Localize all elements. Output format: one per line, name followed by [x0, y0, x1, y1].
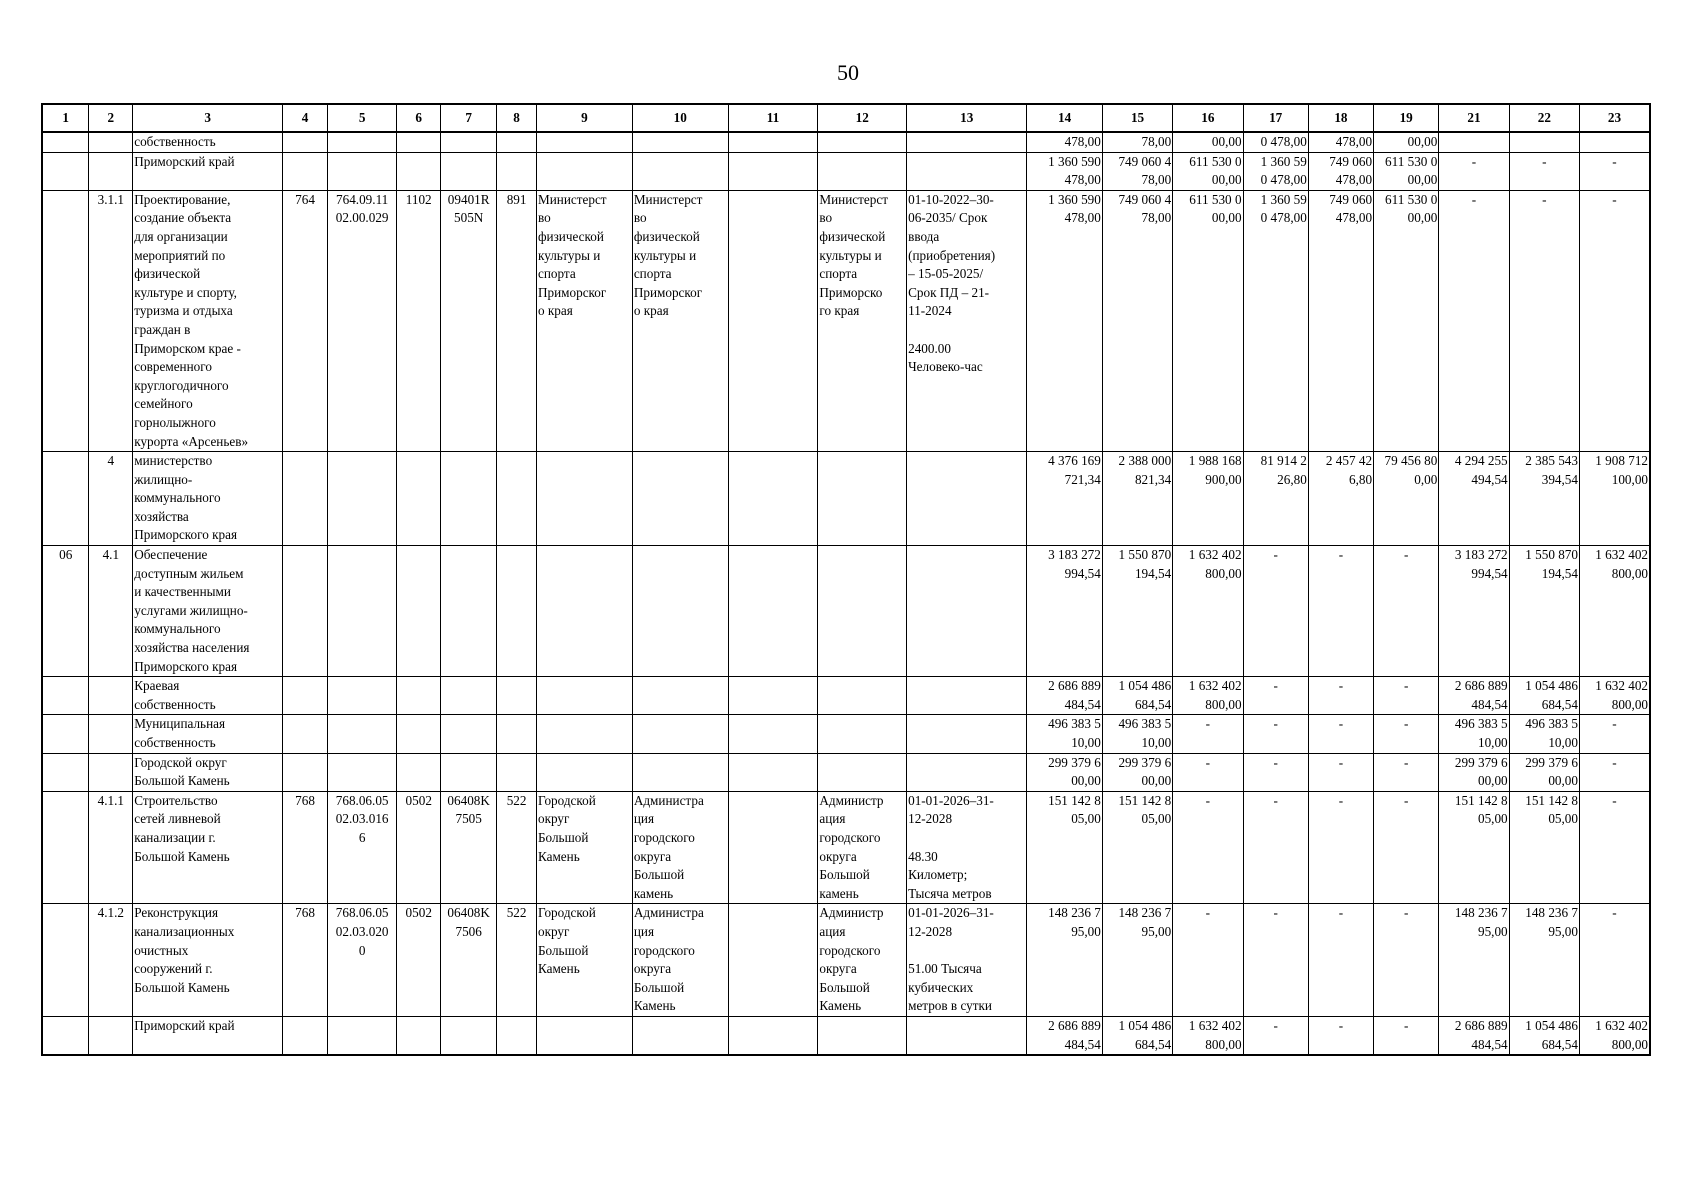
- table-cell: -: [1308, 715, 1373, 753]
- table-cell: [632, 452, 728, 546]
- table-row: [42, 152, 1650, 190]
- table-cell: [497, 152, 537, 190]
- table-cell: -: [1439, 152, 1509, 190]
- column-header: 9: [536, 104, 632, 132]
- table-cell: [397, 753, 441, 791]
- table-cell: [441, 677, 497, 715]
- table-cell: -: [1439, 190, 1509, 451]
- table-cell: 611 530 0 00,00: [1173, 152, 1243, 190]
- table-cell: 1102: [397, 190, 441, 451]
- table-cell: -: [1243, 715, 1308, 753]
- table-row: [42, 452, 1650, 546]
- table-cell: [327, 132, 396, 152]
- table-cell: 148 236 7 95,00: [1509, 904, 1579, 1017]
- column-header: 15: [1102, 104, 1172, 132]
- table-cell: [907, 452, 1027, 546]
- table-cell: 01-01-2026–31- 12-2028 51.00 Тысяча кубических метров в сутки: [907, 904, 1027, 1017]
- table-cell: Городской округ Большой Камень: [133, 753, 283, 791]
- table-cell: собственность: [133, 132, 283, 152]
- table-cell: [497, 753, 537, 791]
- table-cell: 151 142 8 05,00: [1027, 791, 1102, 904]
- column-header: 6: [397, 104, 441, 132]
- table-row: [42, 1016, 1650, 1055]
- table-cell: -: [1374, 753, 1439, 791]
- table-cell: 1 054 486 684,54: [1509, 677, 1579, 715]
- table-cell: -: [1243, 1016, 1308, 1055]
- table-cell: 2 388 000 821,34: [1102, 452, 1172, 546]
- table-cell: [1509, 132, 1579, 152]
- table-cell: Администр ация городского округа Большой Камень: [818, 904, 907, 1017]
- table-cell: -: [1579, 152, 1650, 190]
- table-cell: 2 686 889 484,54: [1027, 1016, 1102, 1055]
- table-cell: 891: [497, 190, 537, 451]
- table-cell: [42, 715, 89, 753]
- table-cell: Проектирование, создание объекта для организации мероприятий по физической культуре и спорту, туризма и отдыха граждан в Приморском крае - современного круглогодичного семейного горнолыжного курорта «Арсеньев»: [133, 190, 283, 451]
- table-cell: 151 142 8 05,00: [1509, 791, 1579, 904]
- table-cell: [728, 546, 818, 677]
- table-cell: -: [1579, 190, 1650, 451]
- table-cell: [497, 132, 537, 152]
- table-cell: [89, 677, 133, 715]
- table-cell: [818, 152, 907, 190]
- table-cell: [728, 791, 818, 904]
- table-cell: [89, 132, 133, 152]
- table-cell: Городской округ Большой Камень: [536, 791, 632, 904]
- table-cell: [397, 152, 441, 190]
- table-cell: [42, 152, 89, 190]
- table-cell: 299 379 6 00,00: [1102, 753, 1172, 791]
- table-cell: [327, 715, 396, 753]
- table-cell: [42, 132, 89, 152]
- table-cell: 148 236 7 95,00: [1439, 904, 1509, 1017]
- table-row: [42, 132, 1650, 152]
- table-cell: [536, 152, 632, 190]
- table-cell: [907, 715, 1027, 753]
- table-cell: 764.09.11 02.00.029: [327, 190, 396, 451]
- table-cell: -: [1173, 715, 1243, 753]
- table-cell: -: [1579, 904, 1650, 1017]
- column-header: 2: [89, 104, 133, 132]
- table-cell: 749 060 4 78,00: [1102, 190, 1172, 451]
- table-cell: 1 054 486 684,54: [1509, 1016, 1579, 1055]
- table-cell: -: [1308, 904, 1373, 1017]
- table-cell: -: [1374, 546, 1439, 677]
- table-cell: 522: [497, 791, 537, 904]
- table-cell: [536, 677, 632, 715]
- column-header: 23: [1579, 104, 1650, 132]
- table-cell: 81 914 2 26,80: [1243, 452, 1308, 546]
- table-cell: -: [1173, 753, 1243, 791]
- column-header: 12: [818, 104, 907, 132]
- table-cell: [283, 677, 328, 715]
- table-cell: [728, 452, 818, 546]
- table-cell: [818, 132, 907, 152]
- column-header: 8: [497, 104, 537, 132]
- table-cell: -: [1374, 1016, 1439, 1055]
- table-cell: 06408K 7506: [441, 904, 497, 1017]
- table-cell: [632, 152, 728, 190]
- table-cell: 2 385 543 394,54: [1509, 452, 1579, 546]
- table-cell: [283, 152, 328, 190]
- table-cell: -: [1243, 791, 1308, 904]
- column-header: 21: [1439, 104, 1509, 132]
- table-cell: Администра ция городского округа Большой Камень: [632, 904, 728, 1017]
- table-cell: Обеспечение доступным жильем и качественными услугами жилищно- коммунального хозяйства населения Приморского края: [133, 546, 283, 677]
- table-cell: [536, 132, 632, 152]
- column-header: 13: [907, 104, 1027, 132]
- page-number: 50: [837, 60, 859, 85]
- table-cell: 1 988 168 900,00: [1173, 452, 1243, 546]
- table-cell: Министерст во физической культуры и спорта Приморског о края: [536, 190, 632, 451]
- table-cell: -: [1374, 677, 1439, 715]
- table-cell: [42, 753, 89, 791]
- table-cell: [536, 715, 632, 753]
- table-cell: 151 142 8 05,00: [1439, 791, 1509, 904]
- table-cell: [728, 190, 818, 451]
- table-cell: 749 060 478,00: [1308, 190, 1373, 451]
- table-cell: [632, 677, 728, 715]
- table-cell: [728, 1016, 818, 1055]
- table-cell: [728, 715, 818, 753]
- table-cell: [89, 152, 133, 190]
- table-cell: 299 379 6 00,00: [1027, 753, 1102, 791]
- table-cell: [907, 677, 1027, 715]
- table-cell: [818, 1016, 907, 1055]
- column-header: 10: [632, 104, 728, 132]
- table-cell: 148 236 7 95,00: [1027, 904, 1102, 1017]
- table-cell: [907, 1016, 1027, 1055]
- table-cell: [497, 677, 537, 715]
- table-cell: [907, 546, 1027, 677]
- table-cell: [441, 546, 497, 677]
- table-cell: [632, 753, 728, 791]
- table-cell: 1 632 402 800,00: [1579, 546, 1650, 677]
- table-cell: 0 478,00: [1243, 132, 1308, 152]
- table-cell: [441, 715, 497, 753]
- table-cell: 01-10-2022–30- 06-2035/ Срок ввода (приобретения) – 15-05-2025/ Срок ПД – 21- 11-2024 2400.00 Человеко-час: [907, 190, 1027, 451]
- column-header: 1: [42, 104, 89, 132]
- table-cell: [1439, 132, 1509, 152]
- table-cell: -: [1509, 190, 1579, 451]
- table-cell: 1 054 486 684,54: [1102, 1016, 1172, 1055]
- column-header: 19: [1374, 104, 1439, 132]
- table-cell: [632, 1016, 728, 1055]
- table-cell: [441, 132, 497, 152]
- table-cell: 299 379 6 00,00: [1439, 753, 1509, 791]
- table-cell: [728, 132, 818, 152]
- column-header: 18: [1308, 104, 1373, 132]
- table-cell: Администра ция городского округа Большой камень: [632, 791, 728, 904]
- table-cell: -: [1308, 546, 1373, 677]
- table-cell: [497, 715, 537, 753]
- table-cell: Приморский край: [133, 152, 283, 190]
- column-header: 4: [283, 104, 328, 132]
- table-cell: -: [1374, 791, 1439, 904]
- table-cell: [283, 452, 328, 546]
- table-cell: [327, 677, 396, 715]
- table-cell: 4.1.1: [89, 791, 133, 904]
- table-cell: 768: [283, 791, 328, 904]
- table-cell: -: [1243, 677, 1308, 715]
- table-cell: [327, 753, 396, 791]
- table-row: [42, 715, 1650, 753]
- table-cell: [42, 791, 89, 904]
- table-cell: 148 236 7 95,00: [1102, 904, 1172, 1017]
- table-cell: 78,00: [1102, 132, 1172, 152]
- table-cell: 0502: [397, 904, 441, 1017]
- table-cell: [907, 132, 1027, 152]
- table-cell: [441, 152, 497, 190]
- table-cell: 299 379 6 00,00: [1509, 753, 1579, 791]
- table-cell: 0502: [397, 791, 441, 904]
- table-cell: -: [1173, 791, 1243, 904]
- table-cell: [89, 753, 133, 791]
- table-cell: 4 294 255 494,54: [1439, 452, 1509, 546]
- table-cell: [397, 546, 441, 677]
- table-cell: [818, 546, 907, 677]
- table-cell: [818, 677, 907, 715]
- table-cell: 768.06.05 02.03.016 6: [327, 791, 396, 904]
- table-cell: министерство жилищно- коммунального хозяйства Приморского края: [133, 452, 283, 546]
- table-cell: -: [1308, 791, 1373, 904]
- table-cell: [327, 452, 396, 546]
- column-header: 5: [327, 104, 396, 132]
- table-cell: [441, 1016, 497, 1055]
- table-cell: 09401R 505N: [441, 190, 497, 451]
- table-cell: [89, 1016, 133, 1055]
- table-cell: [327, 152, 396, 190]
- table-cell: [283, 132, 328, 152]
- table-row: [42, 904, 1650, 1017]
- table-cell: [497, 452, 537, 546]
- table-cell: Муниципальная собственность: [133, 715, 283, 753]
- table-cell: [397, 715, 441, 753]
- table-cell: 79 456 80 0,00: [1374, 452, 1439, 546]
- table-cell: [283, 546, 328, 677]
- table-cell: -: [1579, 753, 1650, 791]
- table-cell: [42, 452, 89, 546]
- table-cell: 1 360 590 478,00: [1027, 152, 1102, 190]
- table-cell: 00,00: [1173, 132, 1243, 152]
- table-cell: [632, 546, 728, 677]
- table-cell: [536, 546, 632, 677]
- table-cell: -: [1579, 715, 1650, 753]
- table-cell: [632, 132, 728, 152]
- table-cell: 4.1.2: [89, 904, 133, 1017]
- table-cell: [397, 677, 441, 715]
- column-header: 14: [1027, 104, 1102, 132]
- table-cell: [728, 904, 818, 1017]
- table-cell: 749 060 4 78,00: [1102, 152, 1172, 190]
- table-cell: 1 360 59 0 478,00: [1243, 190, 1308, 451]
- table-cell: 06408K 7505: [441, 791, 497, 904]
- table-cell: [283, 753, 328, 791]
- column-header: 16: [1173, 104, 1243, 132]
- table-cell: [728, 753, 818, 791]
- table-cell: [728, 677, 818, 715]
- table-cell: 1 632 402 800,00: [1173, 677, 1243, 715]
- table-cell: 3 183 272 994,54: [1439, 546, 1509, 677]
- table-cell: [42, 1016, 89, 1055]
- table-cell: [327, 1016, 396, 1055]
- column-header: 11: [728, 104, 818, 132]
- table-cell: [42, 904, 89, 1017]
- table-cell: 00,00: [1374, 132, 1439, 152]
- table-cell: [283, 715, 328, 753]
- table-cell: 2 686 889 484,54: [1439, 677, 1509, 715]
- table-cell: [397, 132, 441, 152]
- table-cell: 1 632 402 800,00: [1173, 546, 1243, 677]
- table-cell: [497, 546, 537, 677]
- table-cell: 3 183 272 994,54: [1027, 546, 1102, 677]
- table-cell: -: [1308, 677, 1373, 715]
- table-cell: Городской округ Большой Камень: [536, 904, 632, 1017]
- table-cell: 1 360 590 478,00: [1027, 190, 1102, 451]
- table-row: [42, 753, 1650, 791]
- table-cell: 1 908 712 100,00: [1579, 452, 1650, 546]
- budget-table: [41, 103, 1651, 1056]
- table-row: [42, 791, 1650, 904]
- table-cell: 1 054 486 684,54: [1102, 677, 1172, 715]
- table-cell: [497, 1016, 537, 1055]
- table-cell: -: [1243, 546, 1308, 677]
- table-cell: [42, 677, 89, 715]
- table-cell: -: [1243, 753, 1308, 791]
- table-cell: 764: [283, 190, 328, 451]
- table-cell: -: [1374, 715, 1439, 753]
- table-cell: 611 530 0 00,00: [1173, 190, 1243, 451]
- table-cell: -: [1173, 904, 1243, 1017]
- table-cell: [283, 1016, 328, 1055]
- table-cell: [327, 546, 396, 677]
- table-cell: 4: [89, 452, 133, 546]
- table-cell: 522: [497, 904, 537, 1017]
- table-cell: [728, 152, 818, 190]
- table-cell: 01-01-2026–31- 12-2028 48.30 Километр; Тысяча метров: [907, 791, 1027, 904]
- table-cell: 06: [42, 546, 89, 677]
- table-cell: [907, 152, 1027, 190]
- table-cell: -: [1243, 904, 1308, 1017]
- table-cell: -: [1579, 791, 1650, 904]
- table-cell: 749 060 478,00: [1308, 152, 1373, 190]
- table-cell: [536, 1016, 632, 1055]
- header-row: [42, 104, 1650, 132]
- table-cell: -: [1509, 152, 1579, 190]
- table-cell: Реконструкция канализационных очистных сооружений г. Большой Камень: [133, 904, 283, 1017]
- column-header: 7: [441, 104, 497, 132]
- table-cell: 1 632 402 800,00: [1579, 677, 1650, 715]
- table-cell: 3.1.1: [89, 190, 133, 451]
- table-cell: 2 686 889 484,54: [1439, 1016, 1509, 1055]
- table-cell: 4.1: [89, 546, 133, 677]
- table-cell: 4 376 169 721,34: [1027, 452, 1102, 546]
- table-cell: 1 632 402 800,00: [1173, 1016, 1243, 1055]
- table-cell: [536, 452, 632, 546]
- table-cell: [441, 753, 497, 791]
- table-cell: 151 142 8 05,00: [1102, 791, 1172, 904]
- table-cell: 2 686 889 484,54: [1027, 677, 1102, 715]
- table-cell: [818, 452, 907, 546]
- table-cell: -: [1308, 1016, 1373, 1055]
- table-cell: 496 383 5 10,00: [1027, 715, 1102, 753]
- column-header: 22: [1509, 104, 1579, 132]
- table-cell: [632, 715, 728, 753]
- table-cell: [1579, 132, 1650, 152]
- table-cell: [397, 452, 441, 546]
- table-row: [42, 546, 1650, 677]
- table-cell: 1 360 59 0 478,00: [1243, 152, 1308, 190]
- table-cell: Краевая собственность: [133, 677, 283, 715]
- table-cell: 478,00: [1027, 132, 1102, 152]
- table-cell: [818, 715, 907, 753]
- table-row: [42, 190, 1650, 451]
- table-cell: [89, 715, 133, 753]
- table-cell: [42, 190, 89, 451]
- table-cell: 2 457 42 6,80: [1308, 452, 1373, 546]
- table-cell: 478,00: [1308, 132, 1373, 152]
- table-cell: 768.06.05 02.03.020 0: [327, 904, 396, 1017]
- table-cell: [907, 753, 1027, 791]
- table-cell: 496 383 5 10,00: [1509, 715, 1579, 753]
- table-cell: 1 550 870 194,54: [1102, 546, 1172, 677]
- table-cell: 496 383 5 10,00: [1439, 715, 1509, 753]
- table-cell: [818, 753, 907, 791]
- table-row: [42, 677, 1650, 715]
- column-header: 3: [133, 104, 283, 132]
- table-cell: -: [1374, 904, 1439, 1017]
- table-cell: [536, 753, 632, 791]
- table-cell: 611 530 0 00,00: [1374, 152, 1439, 190]
- table-cell: Министерст во физической культуры и спорта Приморског о края: [632, 190, 728, 451]
- table-cell: Администр ация городского округа Большой камень: [818, 791, 907, 904]
- table-cell: Министерст во физической культуры и спорта Приморско го края: [818, 190, 907, 451]
- table-cell: 611 530 0 00,00: [1374, 190, 1439, 451]
- table-cell: 768: [283, 904, 328, 1017]
- table-cell: 496 383 5 10,00: [1102, 715, 1172, 753]
- table-cell: Строительство сетей ливневой канализации г. Большой Камень: [133, 791, 283, 904]
- table-cell: -: [1308, 753, 1373, 791]
- table-cell: Приморский край: [133, 1016, 283, 1055]
- table-cell: [397, 1016, 441, 1055]
- table-cell: [441, 452, 497, 546]
- table-cell: 1 550 870 194,54: [1509, 546, 1579, 677]
- table-cell: 1 632 402 800,00: [1579, 1016, 1650, 1055]
- column-header: 17: [1243, 104, 1308, 132]
